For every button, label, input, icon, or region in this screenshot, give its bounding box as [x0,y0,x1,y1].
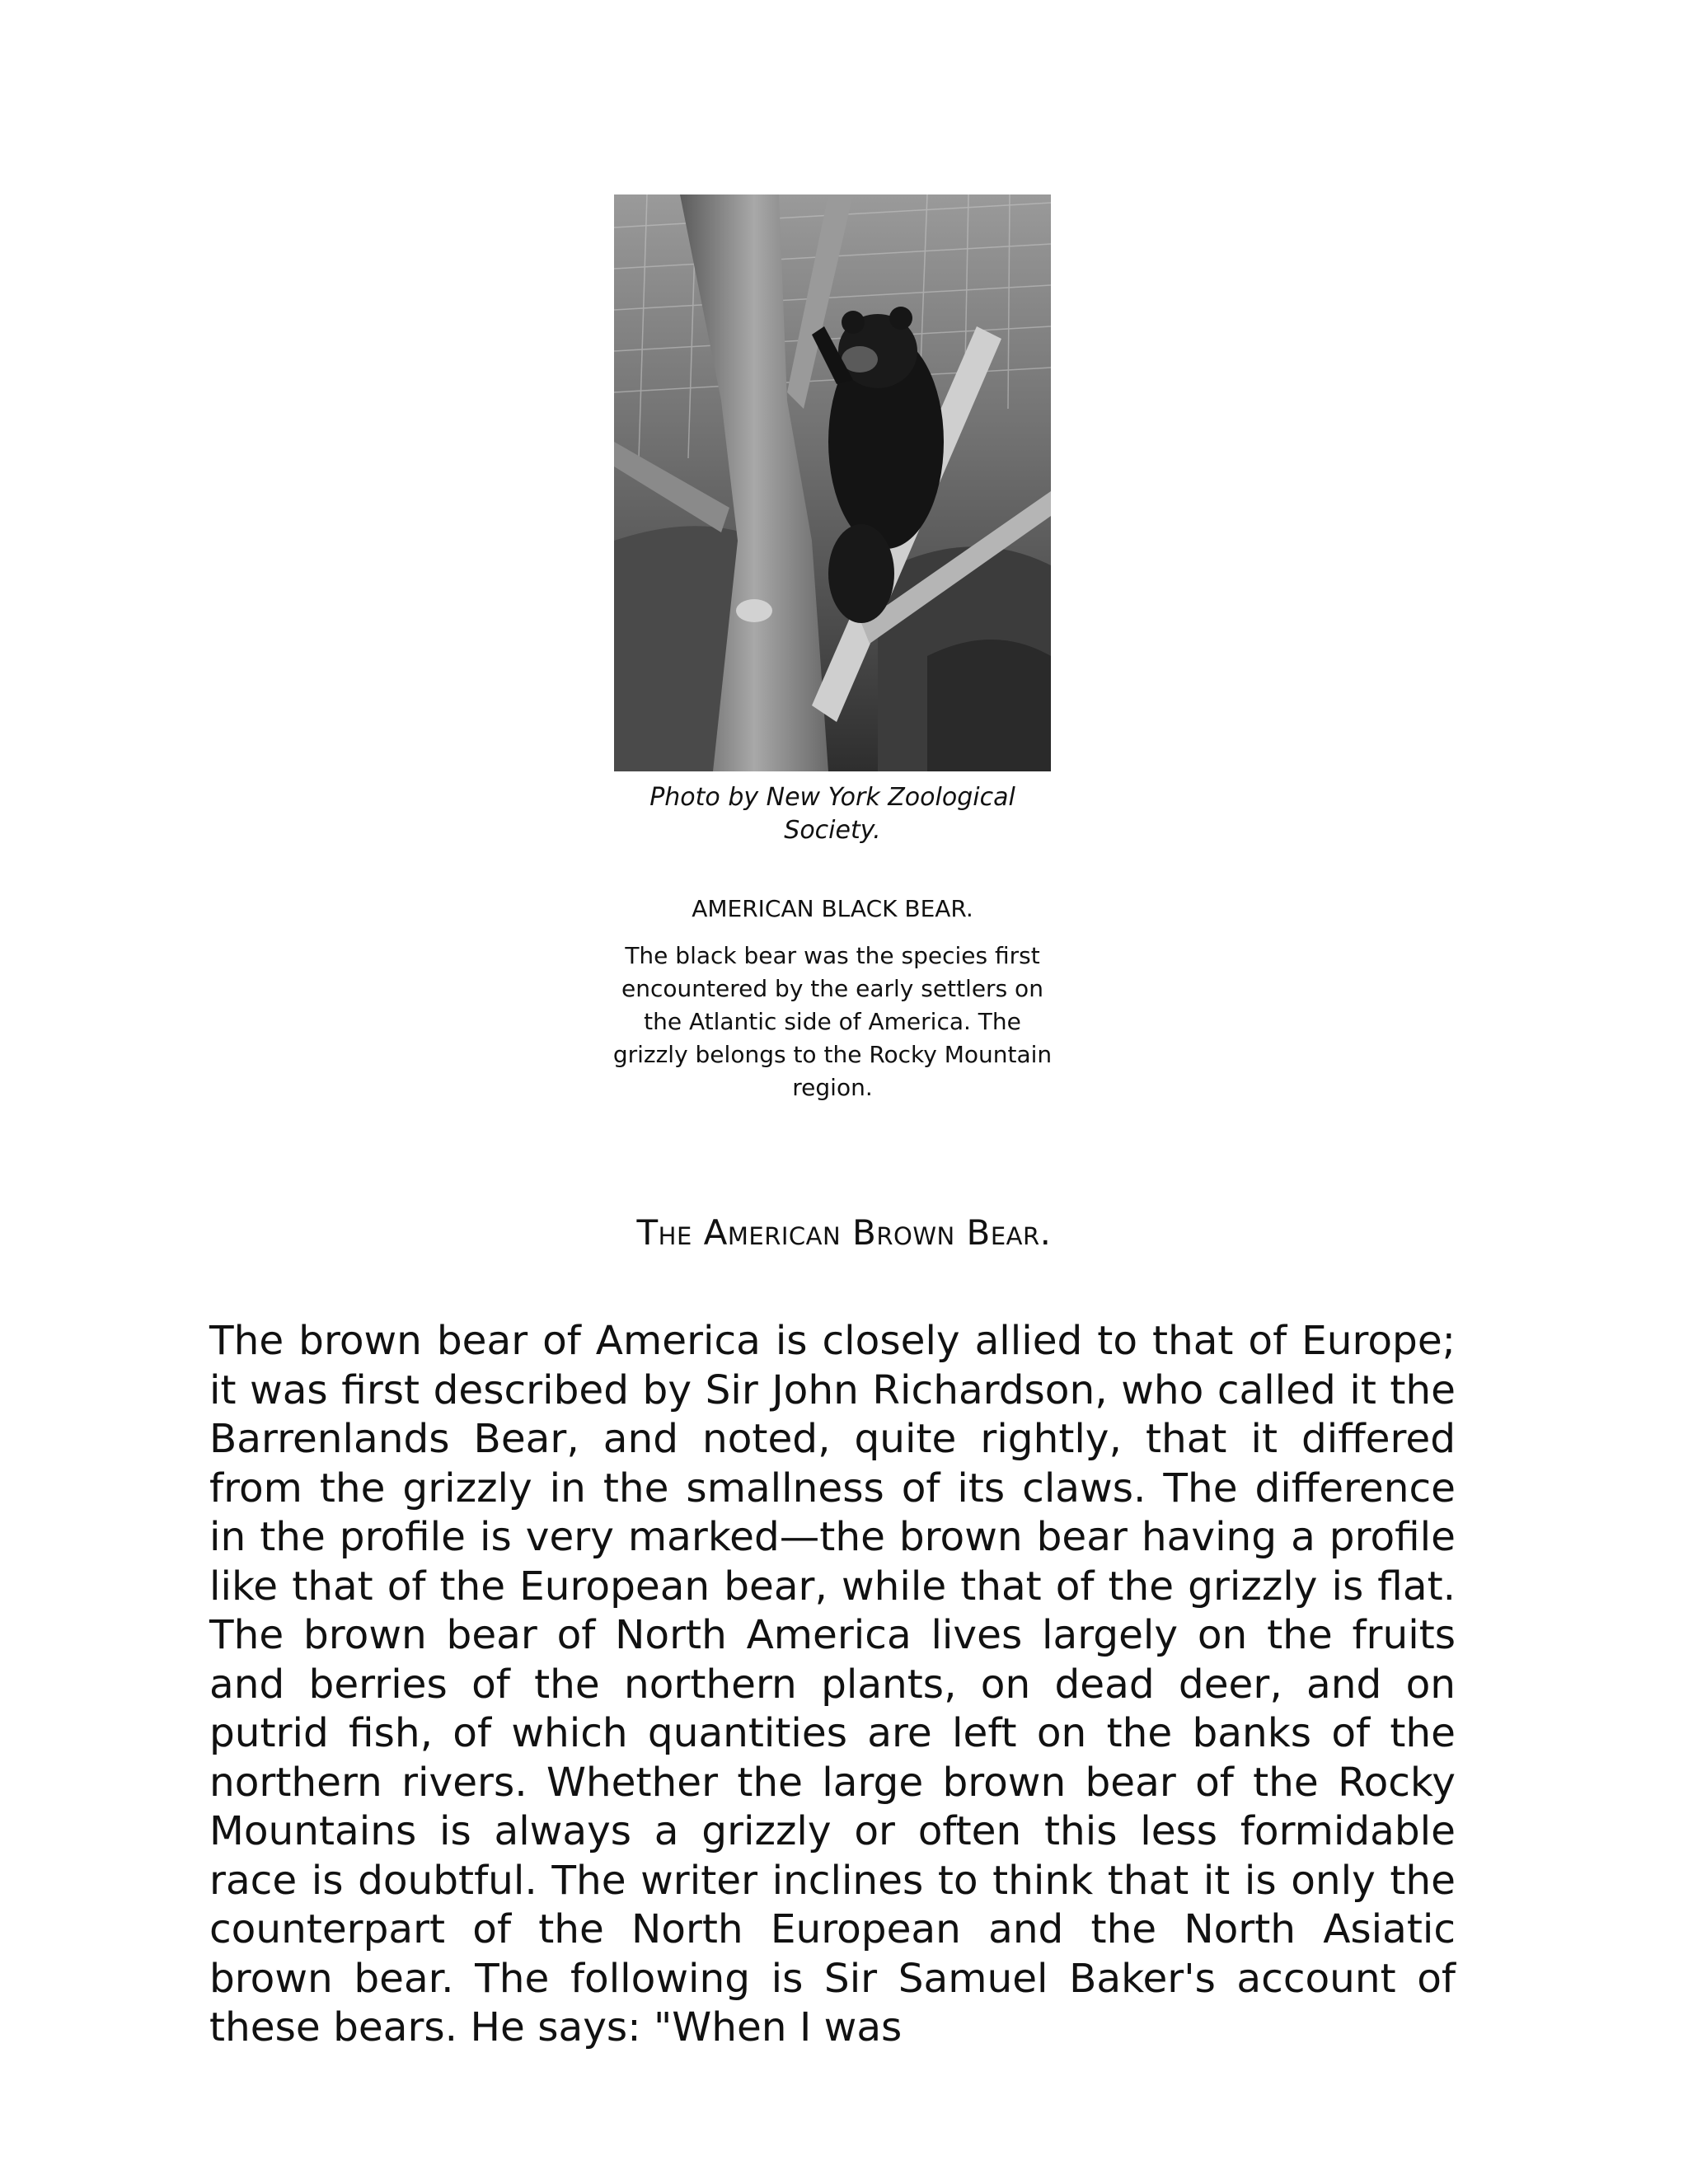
figure-caption: The black bear was the species first encountered by the early settlers on the Atlantic side of America. The grizzly belongs to the Rocky Mountain region. [612,942,1053,1101]
body-paragraph: The brown bear of America is closely allied to that of Europe; it was first described by Sir John Richardson, who called it the Barrenlands Bear, and noted, quite rightly, that it differed from the grizzly in the smallness of its claws. The difference in the profile is very marked—the brown bear having a profile like that of the European bear, while that of the grizzly is flat. The brown bear of North America lives largely on the fruits and berries of the northern plants, on dead deer, and on putrid fish, of which quantities are left on the banks of the northern rivers. Whether the large brown bear of the Rocky Mountains is always a grizzly or often this less formidable race is doubtful. The writer inclines to think that it is only the counterpart of the North European and the North Asiatic brown bear. The following is Sir Samuel Baker's account of these bears. He says: "When I was [209,1318,1456,2050]
photo-credit: Photo by New York Zoological Society. [649,783,1015,845]
black-bear-tree-image [614,194,1051,771]
figure-title: AMERICAN BLACK BEAR. [692,895,973,922]
bear-photo [614,194,1051,771]
section-heading: The American Brown Bear. [636,1212,1052,1253]
